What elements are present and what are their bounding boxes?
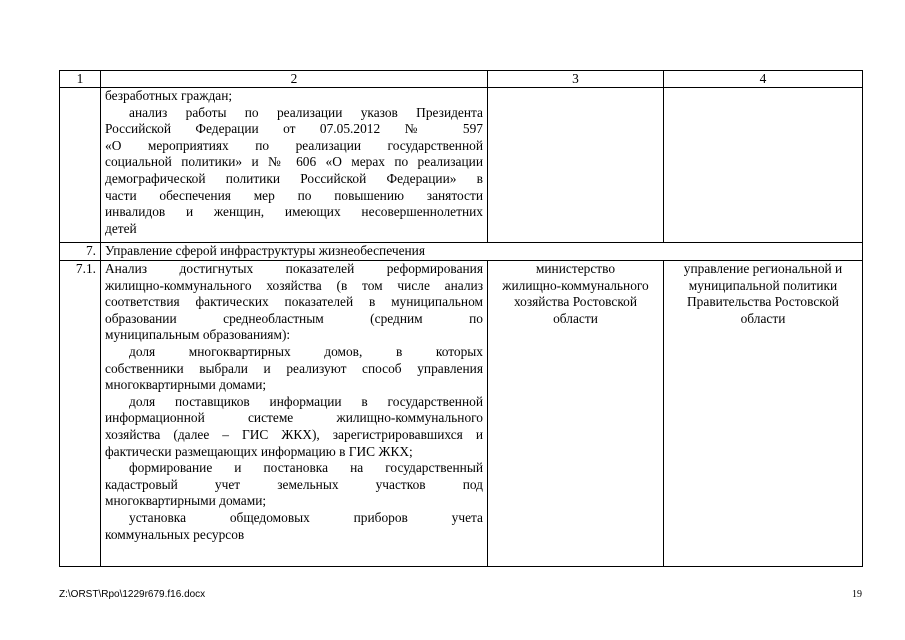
text-line: кадастровый учет земельных участков под [105, 476, 483, 492]
responsible-line: министерство [535, 261, 616, 276]
section-row-7 [60, 243, 863, 261]
text-line: информационной системе жилищно-коммунального [105, 410, 483, 426]
co-executor-cell [664, 88, 863, 243]
header-cell-2: 2 [101, 71, 488, 88]
text-line: соответствия фактических показателей в муниципальном [105, 294, 483, 310]
responsible-line: жилищно-коммунального [502, 277, 649, 293]
text-line: части обеспечения мер по повышению занятости [105, 187, 483, 203]
document-table [59, 70, 863, 567]
co-executor-line: Правительства Ростовской [687, 294, 839, 310]
responsible-cell [488, 261, 664, 567]
co-executor-line: муниципальной политики [688, 277, 838, 293]
text-line: демографической политики Российской Федерации» в [105, 170, 483, 186]
footer-file-path: Z:\ORST\Rpo\1229r679.f16.docx [59, 589, 206, 600]
header-cell-4: 4 [664, 71, 863, 88]
footer-page-number: 19 [852, 589, 862, 600]
text-line: инвалидов и женщин, имеющих несовершеннолетних [105, 204, 483, 220]
text-line: собственники выбрали и реализуют способ управления [105, 360, 483, 376]
text-line: муниципальным образованиям): [105, 327, 291, 343]
text-line: многоквартирными домами; [105, 377, 267, 393]
text-line: социальной политики» и № 606 «О мерах по реализации [105, 154, 483, 170]
row-text-cell [101, 88, 488, 243]
text-line: жилищно-коммунального хозяйства (в том числе анализ [105, 277, 483, 293]
text-line: доля поставщиков информации в государственной [129, 393, 483, 409]
section-number: 7. [60, 243, 101, 261]
text-line: многоквартирными домами; [105, 493, 267, 509]
header-cell-3: 3 [488, 71, 664, 88]
text-line: формирование и постановка на государственный [129, 460, 483, 476]
table-row-continued [60, 88, 863, 243]
text-line: хозяйства (далее – ГИС ЖКХ), зарегистрировавшихся и [105, 426, 483, 442]
row-number-cell [60, 88, 101, 243]
text-line: доля многоквартирных домов, в которых [129, 343, 483, 359]
text-line: образовании среднеобластным (средним по [105, 310, 483, 326]
text-line: установка общедомовых приборов учета [129, 509, 483, 525]
text-line: «О мероприятиях по реализации государственной [105, 137, 483, 153]
responsible-cell [488, 88, 664, 243]
header-cell-1: 1 [60, 71, 101, 88]
responsible-line: хозяйства Ростовской [513, 294, 638, 310]
text-line: фактически размещающих информацию в ГИС ЖКХ; [105, 443, 413, 459]
text-line: Анализ достигнутых показателей реформирования [105, 261, 483, 276]
row-text-cell [101, 261, 488, 567]
text-line: анализ работы по реализации указов Президента [129, 104, 483, 120]
text-line: Российской Федерации от 07.05.2012 № 597 [105, 121, 483, 137]
co-executor-cell [664, 261, 863, 567]
text-line: безработных граждан; [105, 88, 233, 103]
co-executor-line: области [740, 310, 786, 326]
table-row-7-1 [60, 261, 863, 567]
text-line: коммунальных ресурсов [105, 526, 245, 542]
table-header-row [60, 71, 863, 88]
text-line: детей [105, 220, 137, 236]
section-title: Управление сферой инфраструктуры жизнеобеспечения [101, 243, 863, 261]
co-executor-line: управление региональной и [683, 261, 843, 276]
row-number-cell: 7.1. [60, 261, 101, 567]
responsible-line: области [553, 310, 598, 326]
